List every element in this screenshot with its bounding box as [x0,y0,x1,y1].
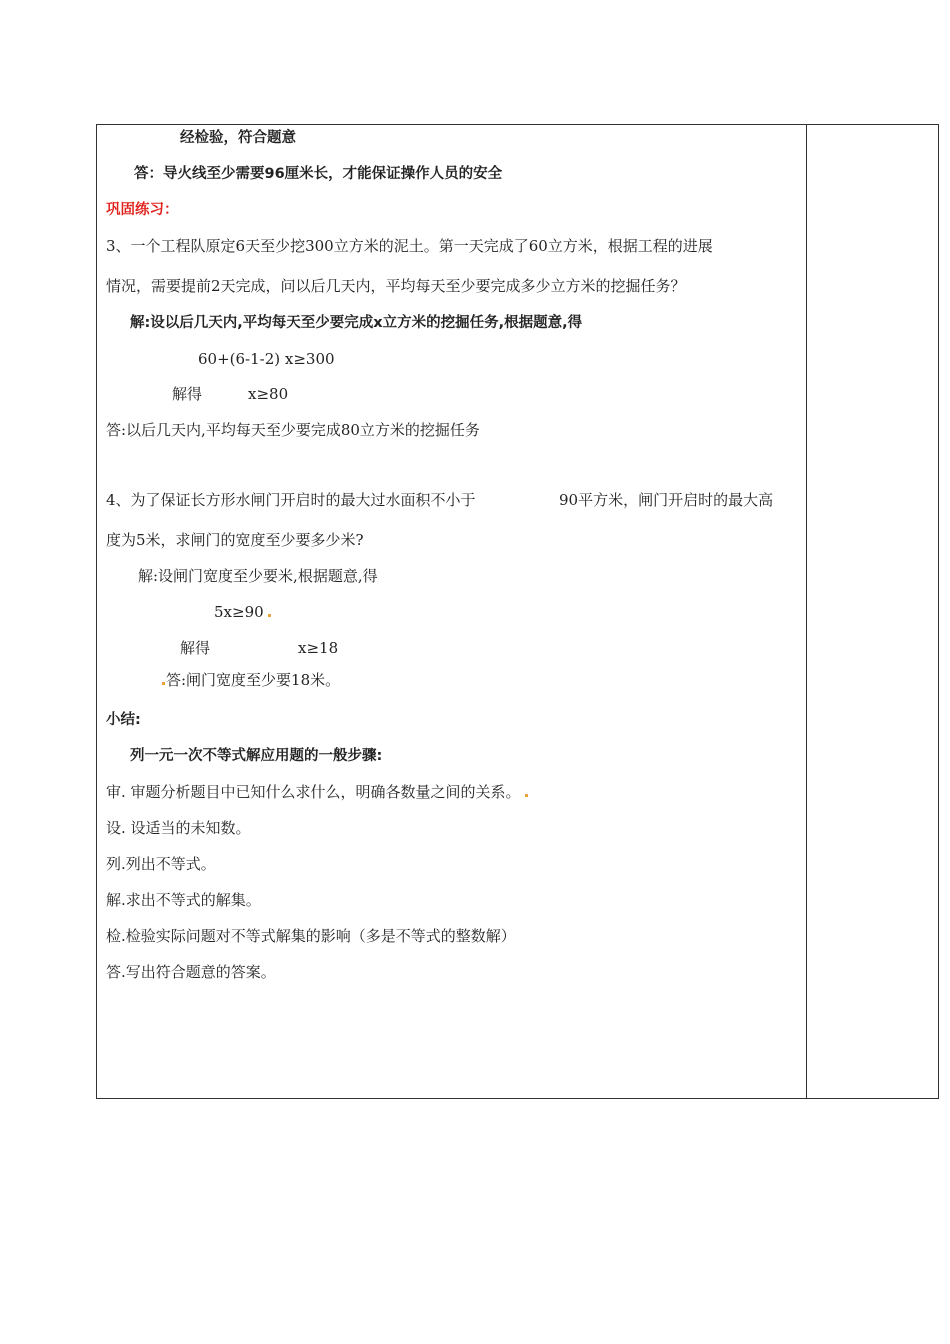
question-4-answer-row [162,670,340,690]
step-review-row [106,782,528,802]
step-solve: 解.求出不等式的解集。 [106,891,261,909]
summary-heading: 小结: [106,712,141,728]
question-3-solve-label: 解得 [172,385,203,403]
practice-heading: 巩固练习： [106,202,179,218]
question-3-answer: 答:以后几天内,平均每天至少要完成80立方米的挖掘任务 [106,421,480,439]
edit-marker-icon [162,682,165,685]
question-4-solve-label: 解得 [180,639,211,657]
question-4-inequality-row [214,602,271,622]
question-4-solve-result: x≥18 [298,639,339,657]
edit-marker-icon [268,614,271,617]
question-4-answer: 答:闸门宽度至少要18米。 [166,671,341,689]
step-review: 审. 审题分析题目中已知什么求什么，明确各数量之间的关系。 [106,783,521,801]
question-4-solution: 解:设闸门宽度至少要米,根据题意,得 [138,567,378,585]
question-4-inequality: 5x≥90 [214,603,264,621]
question-4-line-2: 度为5米，求闸门的宽度至少要多少米? [106,531,364,549]
step-check: 检.检验实际问题对不等式解集的影响（多是不等式的整数解） [106,927,516,945]
question-4-line-1b: 90平方米，闸门开启时的最大高 [559,491,774,509]
question-3-solve-result: x≥80 [248,385,289,403]
question-3-line-1: 3、一个工程队原定6天至少挖300立方米的泥土。第一天完成了60立方米，根据工程的进展 [106,237,713,255]
question-3-solution: 解:设以后几天内,平均每天至少要完成x立方米的挖掘任务,根据题意,得 [130,315,583,331]
step-define: 设. 设适当的未知数。 [106,819,251,837]
question-3-line-2: 情况，需要提前2天完成，问以后几天内，平均每天至少要完成多少立方米的挖掘任务？ [106,277,686,295]
edit-marker-icon [525,794,528,797]
table-column-divider [806,125,807,1098]
step-write: 列.列出不等式。 [106,855,216,873]
verify-line: 经检验，符合题意 [180,130,296,146]
question-3-inequality: 60+(6-1-2) x≥300 [198,350,335,368]
step-answer: 答.写出符合题意的答案。 [106,963,276,981]
summary-subheading: 列一元一次不等式解应用题的一般步骤: [130,748,383,764]
answer-line-1: 答：导火线至少需要96厘米长，才能保证操作人员的安全 [134,166,503,182]
question-4-line-1a: 4、为了保证长方形水闸门开启时的最大过水面积不小于 [106,491,476,509]
